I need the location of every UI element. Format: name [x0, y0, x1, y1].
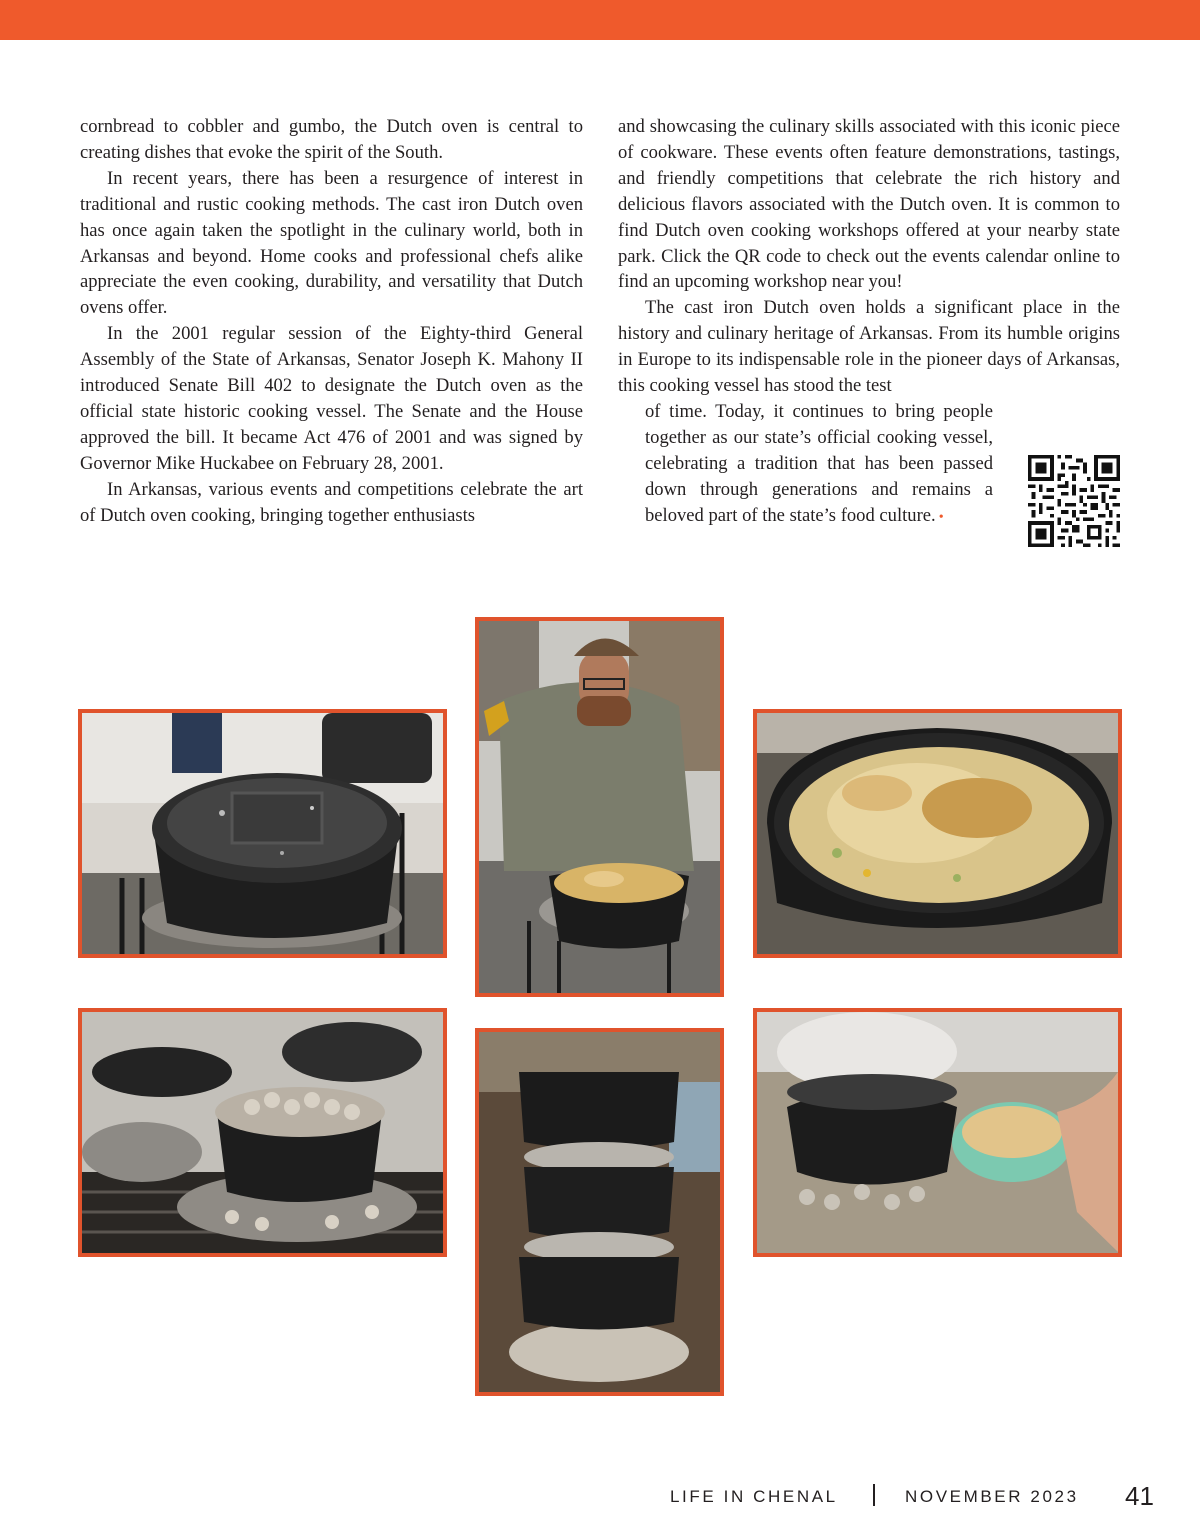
page-footer	[0, 1480, 1200, 1512]
photo-oven-with-coals	[78, 1008, 447, 1257]
page-number: 41	[1125, 1481, 1154, 1511]
wrapped-line: down through generations and remains a	[645, 478, 993, 500]
stacked-ovens-photo-illustration	[479, 1032, 720, 1392]
cajun-pot-photo-illustration	[757, 1012, 1118, 1253]
photo-pot-pie	[753, 709, 1122, 958]
qr-code[interactable]	[1028, 455, 1120, 547]
paragraph: In the 2001 regular session of the Eighty-third General Assembly of the State of Arkansas, Senator Joseph K. Mahony II introduced Senate Bill 402 to designate the Dutch oven as the official state historic cooking vessel. The Senate and the House approved the bill. It became Act 476 of 2001 and was signed by Governor Mike Huckabee on February 28, 2001.	[80, 323, 583, 474]
footer-divider	[873, 1484, 875, 1506]
ranger-photo-illustration	[479, 621, 720, 993]
top-accent-bar	[0, 0, 1200, 40]
paragraph: In recent years, there has been a resurgence of interest in traditional and rustic cooking methods. The cast iron Dutch oven has once again taken the spotlight in the culinary world, both in Arkansas and beyond. Home cooks and professional chefs alike appreciate the even cooking, durability, and versatility that Dutch ovens offer.	[80, 167, 583, 319]
paragraph: and showcasing the culinary skills associated with this iconic piece of cookware. These events often feature demonstrations, tastings, and friendly competitions that celebrate the rich history and delicious flavors associated with the Dutch oven. It is common to find Dutch oven cooking workshops offered at your nearby state park. Click the QR code to check out the events calendar online to find an upcoming workshop near you!	[618, 116, 1120, 293]
issue-date: NOVEMBER 2023	[905, 1487, 1079, 1506]
photo-cajun-classic-pot	[753, 1008, 1122, 1257]
paragraph-text: The cast iron Dutch oven holds a significant place in the history and culinary heritage of Arkansas. From its humble origins in Europe to its indispensable role in the pioneer days of Arkansas, this cooking vessel has stood the test	[618, 297, 1120, 397]
wrapped-line: together as our state’s official cooking vessel,	[645, 426, 993, 448]
photo-ranger-serving	[475, 617, 724, 997]
photo-lidded-dutch-oven	[78, 709, 447, 958]
article-left-column	[80, 114, 583, 529]
publication-name: LIFE IN CHENAL	[670, 1487, 838, 1506]
paragraph: cornbread to cobbler and gumbo, the Dutch oven is central to creating dishes that evoke the spirit of the South.	[80, 116, 583, 163]
pot-pie-photo-illustration	[757, 713, 1118, 954]
coals-photo-illustration	[82, 1012, 443, 1253]
wrapped-line: of time. Today, it continues to bring people	[645, 400, 993, 422]
dutch-oven-photo-illustration	[82, 713, 443, 954]
end-mark: •	[938, 509, 944, 525]
wrapped-line: celebrating a tradition that has been passed	[645, 452, 993, 474]
paragraph: In Arkansas, various events and competitions celebrate the art of Dutch oven cooking, bringing together enthusiasts	[80, 478, 583, 526]
wrapped-line: beloved part of the state’s food culture.	[645, 504, 936, 526]
photo-stacked-ovens	[475, 1028, 724, 1396]
